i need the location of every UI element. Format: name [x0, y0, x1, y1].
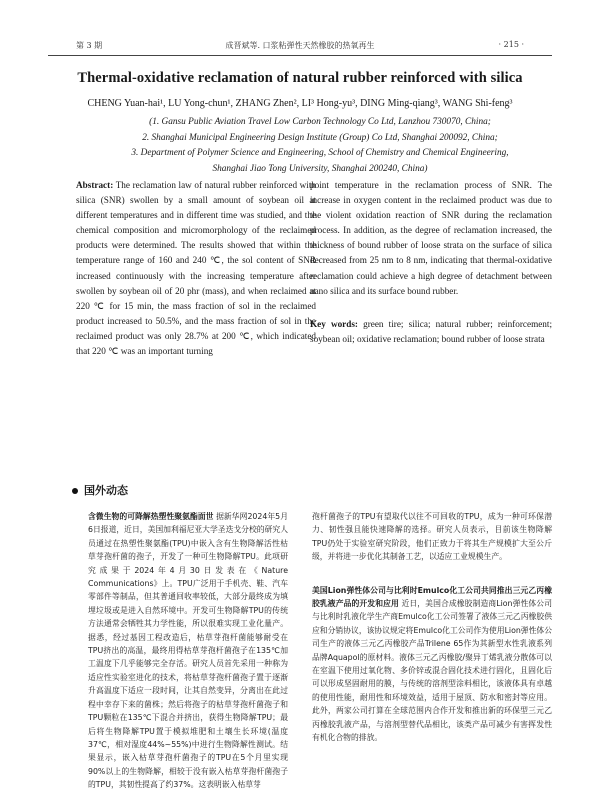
- news-item-body-continued: 孢杆菌孢子的TPU有望取代以往不可回收的TPU，成为一种可环保潜力、韧性强且能快速降解的选择。研究人员表示，目前该生物降解TPU仍处于实验室研究阶段，他们正致力于将其生产规模扩大至公斤级，并将进一步优化其制备工艺，以适应工业规模生产。: [312, 512, 552, 562]
- news-left-column: [88, 510, 288, 792]
- author-list: CHENG Yuan-hai¹, LU Yong-chun¹, ZHANG Zhen², LI³ Hong-yu³, DING Ming-qiang³, WANG Shi-feng³: [87, 98, 513, 109]
- news-item-body: 近日，美国合成橡胶制造商Lion弹性体公司与比利时乳液化学生产商Emulco化工公司签署了液体三元乙丙橡胶供应和分销协议，该协议规定将Emulco化工公司作为使用Lion弹性体公司生产的液体三元乙丙橡胶产品Trilene 65作为其新型水性乳液系列品牌Aquapol的原材料。液体三元乙丙橡胶/聚异丁烯乳液分散体可以在室温下使用过氧化物、多价锌或混合固化技术进行固化，且固化后可以形成坚固耐用的膜，与传统的溶剂型涂料相比，该液体具有卓越的使用性能，耐用性和环境效益，适用于屋顶、防水和密封等应用。此外，两家公司打算在全球范围内合作开发和推出新的环保型三元乙丙橡胶乳液产品，与溶剂型替代品相比，该类产品可减少有害挥发性有机化合物的排放。: [312, 599, 552, 743]
- affiliation-line: (1. Gansu Public Aviation Travel Low Carbon Technology Co Ltd, Lanzhou 730070, China;: [149, 117, 491, 127]
- affiliation-line: 3. Department of Polymer Science and Engineering, School of Chemistry and Chemical Engineering,: [131, 148, 509, 159]
- news-item-title: 美国Lion弹性体公司与比利时Emulco化工公司共同推出三元乙丙橡胶乳液产品的开发和应用: [312, 585, 552, 609]
- keywords-block: [310, 317, 552, 347]
- section-title: 国外动态: [84, 484, 128, 497]
- page-number: · 215 ·: [498, 40, 524, 49]
- abstract-left-column: [76, 178, 316, 359]
- issue-number: 第 3 期: [76, 41, 103, 50]
- abstract-text: The reclamation law of natural rubber reinforced with silica (SNR) swollen by a small amount of soybean oil at different temperatures and in different time was studied, and the chemical composition and micromorphology of the reclaimed products were determined. The results showed that within the temperature range of 160 and 240 ℃, the sol content of SNR increased continuously with the increasing temperature after swollen by soybean oil of 20 phr (mass), and when reclaimed at 220 ℃ for 15 min, the mass fraction of sol in the reclaimed product increased to 50.5%, and the mass fraction of sol in the reclaimed product was only 28.7% at 200 ℃, which indicated that 220 ℃ was an important turning: [76, 180, 316, 357]
- abstract-text-continued: point temperature in the reclamation process of SNR. The increase in oxygen content in the reclaimed product was due to the violent oxidation reaction of SNR during the reclamation process. In addition, as the degree of reclamation increased, the thickness of bound rubber of loose strata on the surface of silica decreased from 25 nm to 8 nm, indicating that thermal-oxidative reclamation could achieve a high degree of detachment between nano silica and its surface bound rubber.: [310, 180, 552, 296]
- keywords-text: green tire; silica; natural rubber; reinforcement; soybean oil; oxidative reclamation; bound rubber of loose strata: [310, 318, 552, 344]
- abstract-right-column: [310, 178, 552, 347]
- news-item-body: 据新华网2024年5月6日报道，近日，美国加利福尼亚大学圣迭戈分校的研究人员通过在热塑性聚氨酯(TPU)中嵌入含有生物降解活性枯草芽孢杆菌的孢子，开发了一种可生物降解TPU。此项研究成果于2024年4月30日发表在《Nature Communications》上。TPU广泛用于手机壳、鞋、汽车零部件等制品，但其普通回收率较低，大部分最终成为填埋垃圾或是进入自然环境中。开发可生物降解TPU的传统方法通常会牺牲其力学性能，所以很难实现工业化量产。据悉，经过基因工程改造后，枯草芽孢杆菌能够耐受在TPU挤出的高温，最终用得枯草芽孢杆菌孢子在135℃加工温度下几乎能够完全存活。研究人员首先采用一种称为适应性实验室进化的技术，将枯草芽孢杆菌孢子置于逐渐升高温度下适应一段时间，让其自然变异，分离出在此过程中幸存下来的菌株；然后将孢子的枯草芽孢杆菌孢子和TPU颗粒在135℃下混合并挤出，获得生物降解TPU；最后将生物降解TPU置于模拟堆肥和土壤生长环境(温度37℃，相对湿度44%~55%)中进行生物降解性测试。结果显示，嵌入枯草芽孢杆菌孢子的TPU在5个月里实现90%以上的生物降解，相较于没有嵌入枯草芽孢杆菌孢子的TPU，其韧性提高了约37%。这表明嵌入枯草芽: [88, 512, 288, 790]
- running-head: [48, 40, 552, 54]
- abstract-label: Abstract:: [76, 180, 114, 190]
- header-rule: [48, 55, 552, 56]
- keywords-label: Key words:: [310, 318, 358, 329]
- news-right-column: [312, 510, 552, 745]
- affiliations: [100, 115, 540, 177]
- bullet-icon: [72, 488, 78, 494]
- affiliation-line: 2. Shanghai Municipal Engineering Design Institute (Group) Co Ltd, Shanghai 200092, China;: [142, 132, 498, 143]
- section-heading: [72, 482, 128, 498]
- running-title: 成晋斌等. 口浆粘弹性天然橡胶的热氧再生: [225, 41, 375, 50]
- paper-title: Thermal-oxidative reclamation of natural rubber reinforced with silica: [77, 70, 523, 86]
- affiliation-line: Shanghai Jiao Tong University, Shanghai 200240, China): [212, 163, 428, 174]
- news-item-2: [312, 584, 552, 745]
- news-item-title: 含微生物的可降解热塑性聚氨酯面世: [88, 512, 214, 521]
